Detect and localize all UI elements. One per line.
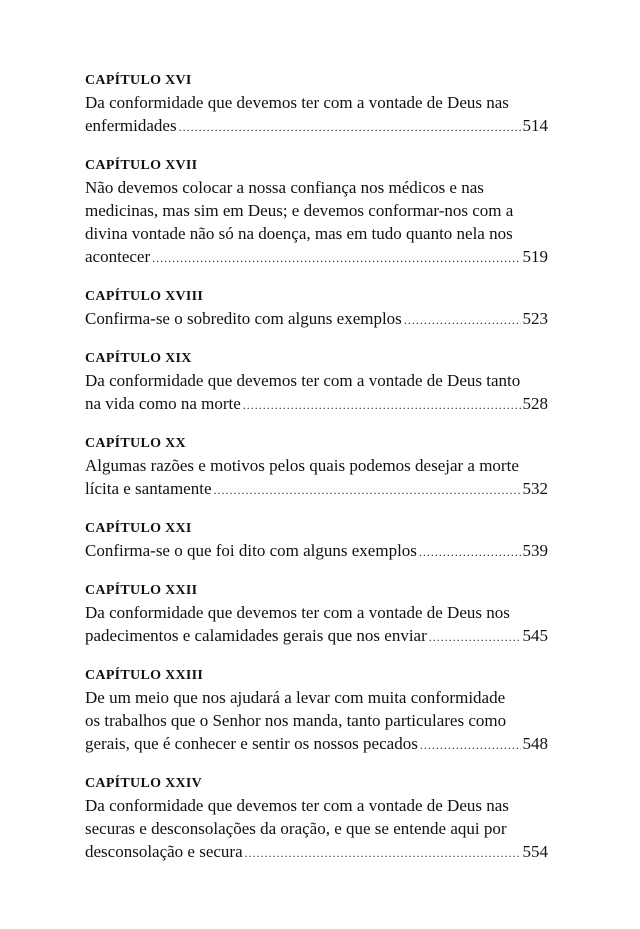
page-number: 528: [522, 394, 548, 413]
page-number: 519: [522, 247, 548, 266]
chapter-heading: CAPÍTULO XXII: [85, 583, 198, 598]
chapter-title-line: De um meio que nos ajudará a levar com muita conformidade: [85, 688, 506, 707]
chapter-title-line: securas e desconsolações da oração, e que se entende aqui por: [85, 819, 507, 838]
chapter-title: [85, 369, 548, 417]
chapter-title-last-line: [85, 114, 548, 139]
chapter-title-last-line: [85, 840, 548, 865]
chapter-title-last-line: [85, 539, 548, 564]
page-number: 554: [522, 842, 548, 861]
toc-entry: [85, 775, 548, 865]
chapter-title-line: Não devemos colocar a nossa confiança nos médicos e nas: [85, 178, 484, 197]
chapter-title-line: Da conformidade que devemos ter com a vontade de Deus nos: [85, 603, 510, 622]
dot-leader: [214, 479, 521, 502]
page-number: 539: [522, 541, 548, 560]
toc-entry: [85, 72, 548, 139]
chapter-title: [85, 454, 548, 502]
chapter-title: [85, 794, 548, 865]
chapter-heading: CAPÍTULO XXI: [85, 521, 192, 536]
toc-entry: [85, 157, 548, 270]
chapter-heading: CAPÍTULO XVII: [85, 158, 198, 173]
toc-entry: [85, 288, 548, 332]
chapter-heading: CAPÍTULO XIX: [85, 351, 192, 366]
toc-entry: [85, 582, 548, 649]
chapter-title-line: divina vontade não só na doença, mas em tudo quanto nela nos: [85, 224, 513, 243]
page-number: 514: [522, 116, 548, 135]
chapter-heading: CAPÍTULO XVIII: [85, 289, 204, 304]
chapter-title-end: gerais, que é conhecer e sentir os nossos pecados: [85, 734, 418, 753]
chapter-title-last-line: [85, 307, 548, 332]
dot-leader: [420, 734, 521, 757]
chapter-title-last-line: [85, 392, 548, 417]
chapter-title-end: na vida como na morte: [85, 394, 241, 413]
dot-leader: [179, 116, 521, 139]
chapter-title-line: Algumas razões e motivos pelos quais podemos desejar a morte: [85, 456, 519, 475]
chapter-heading: CAPÍTULO XVI: [85, 73, 192, 88]
chapter-title-line: Da conformidade que devemos ter com a vontade de Deus tanto: [85, 371, 521, 390]
toc-entry: [85, 520, 548, 564]
dot-leader: [245, 842, 521, 865]
chapter-title-last-line: [85, 477, 548, 502]
page-number: 545: [522, 626, 548, 645]
toc-entry: [85, 667, 548, 757]
chapter-title-end: acontecer: [85, 247, 151, 266]
chapter-title-end: Confirma-se o que foi dito com alguns exemplos: [85, 541, 417, 560]
page-number: 548: [522, 734, 548, 753]
chapter-title-end: Confirma-se o sobredito com alguns exemplos: [85, 309, 402, 328]
chapter-title-end: padecimentos e calamidades gerais que nos enviar: [85, 626, 427, 645]
chapter-heading: CAPÍTULO XXIV: [85, 776, 203, 791]
chapter-title-last-line: [85, 245, 548, 270]
chapter-title: [85, 307, 548, 332]
dot-leader: [429, 626, 521, 649]
chapter-title-line: os trabalhos que o Senhor nos manda, tanto particulares como: [85, 711, 507, 730]
chapter-title-line: Da conformidade que devemos ter com a vontade de Deus nas: [85, 93, 509, 112]
chapter-title-end: desconsolação e secura: [85, 842, 243, 861]
dot-leader: [404, 309, 521, 332]
chapter-title: [85, 176, 548, 270]
chapter-title: [85, 539, 548, 564]
toc-entry: [85, 435, 548, 502]
chapter-title-end: enfermidades: [85, 116, 177, 135]
table-of-contents: [85, 72, 548, 883]
dot-leader: [419, 541, 521, 564]
chapter-title-end: lícita e santamente: [85, 479, 212, 498]
chapter-title-last-line: [85, 624, 548, 649]
toc-entry: [85, 350, 548, 417]
dot-leader: [243, 394, 521, 417]
chapter-title-line: medicinas, mas sim em Deus; e devemos conformar-nos com a: [85, 201, 514, 220]
chapter-title-line: Da conformidade que devemos ter com a vontade de Deus nas: [85, 796, 509, 815]
chapter-title: [85, 686, 548, 757]
chapter-title: [85, 91, 548, 139]
chapter-title: [85, 601, 548, 649]
dot-leader: [152, 247, 520, 270]
chapter-heading: CAPÍTULO XX: [85, 436, 186, 451]
page-number: 532: [522, 479, 548, 498]
page-number: 523: [522, 309, 548, 328]
chapter-title-last-line: [85, 732, 548, 757]
chapter-heading: CAPÍTULO XXIII: [85, 668, 204, 683]
